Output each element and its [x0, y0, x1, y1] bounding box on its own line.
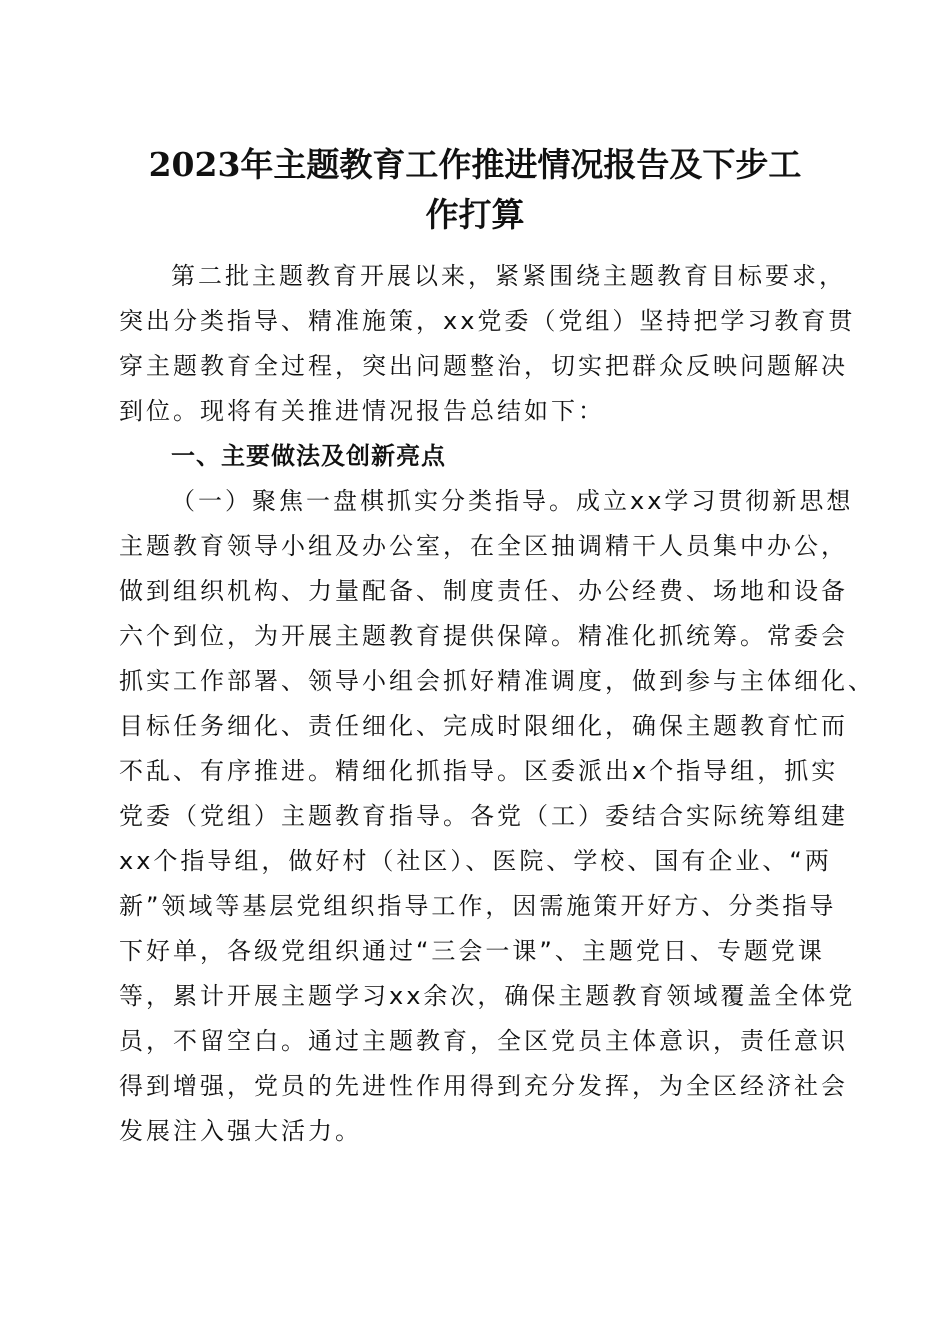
intro-paragraph [119, 254, 856, 434]
document-title [120, 140, 830, 240]
section1-line-3: 做到组织机构、力量配备、制度责任、办公经费、场地和设备 [119, 577, 848, 605]
document-body [119, 254, 875, 1154]
section1-line-11: 下好单，各级党组织通过“三会一课”、主题党日、专题党课 [119, 937, 825, 965]
intro-line-1: 第二批主题教育开展以来，紧紧围绕主题教育目标要求， [171, 262, 846, 290]
section1-paragraph [119, 479, 875, 1154]
section-heading: 一、主要做法及创新亮点 [171, 442, 446, 470]
section1-line-13: 员，不留空白。通过主题教育，全区党员主体意识，责任意识 [119, 1027, 848, 1055]
section1-line-7: 不乱、有序推进。精细化抓指导。区委派出x个指导组，抓实 [119, 757, 839, 785]
section1-line-5: 抓实工作部署、领导小组会抓好精准调度，做到参与主体细化、 [119, 667, 875, 695]
intro-line-2: 突出分类指导、精准施策，xx党委（党组）坚持把学习教育贯 [119, 307, 856, 335]
section1-line-6: 目标任务细化、责任细化、完成时限细化，确保主题教育忙而 [119, 712, 848, 740]
section1-line-12: 等，累计开展主题学习xx余次，确保主题教育领域覆盖全体党 [119, 982, 856, 1010]
intro-line-4: 到位。现将有关推进情况报告总结如下： [119, 397, 605, 425]
section1-line-4: 六个到位，为开展主题教育提供保障。精准化抓统筹。常委会 [119, 622, 848, 650]
section1-line-10: 新”领域等基层党组织指导工作，因需施策开好方、分类指导 [119, 892, 837, 920]
section1-line-2: 主题教育领导小组及办公室，在全区抽调精干人员集中办公， [119, 532, 848, 560]
section1-line-8: 党委（党组）主题教育指导。各党（工）委结合实际统筹组建 [119, 802, 848, 830]
section1-line-1: （一）聚焦一盘棋抓实分类指导。成立xx学习贯彻新思想 [171, 487, 854, 515]
section1-line-15: 发展注入强大活力。 [119, 1117, 362, 1145]
section1-line-9: xx个指导组，做好村（社区）、医院、学校、国有企业、“两 [119, 847, 832, 875]
title-line-1: 2023年主题教育工作推进情况报告及下步工 [148, 145, 802, 184]
section1-line-14: 得到增强，党员的先进性作用得到充分发挥，为全区经济社会 [119, 1072, 848, 1100]
intro-line-3: 穿主题教育全过程，突出问题整治，切实把群众反映问题解决 [119, 352, 848, 380]
title-line-2: 作打算 [425, 195, 525, 234]
